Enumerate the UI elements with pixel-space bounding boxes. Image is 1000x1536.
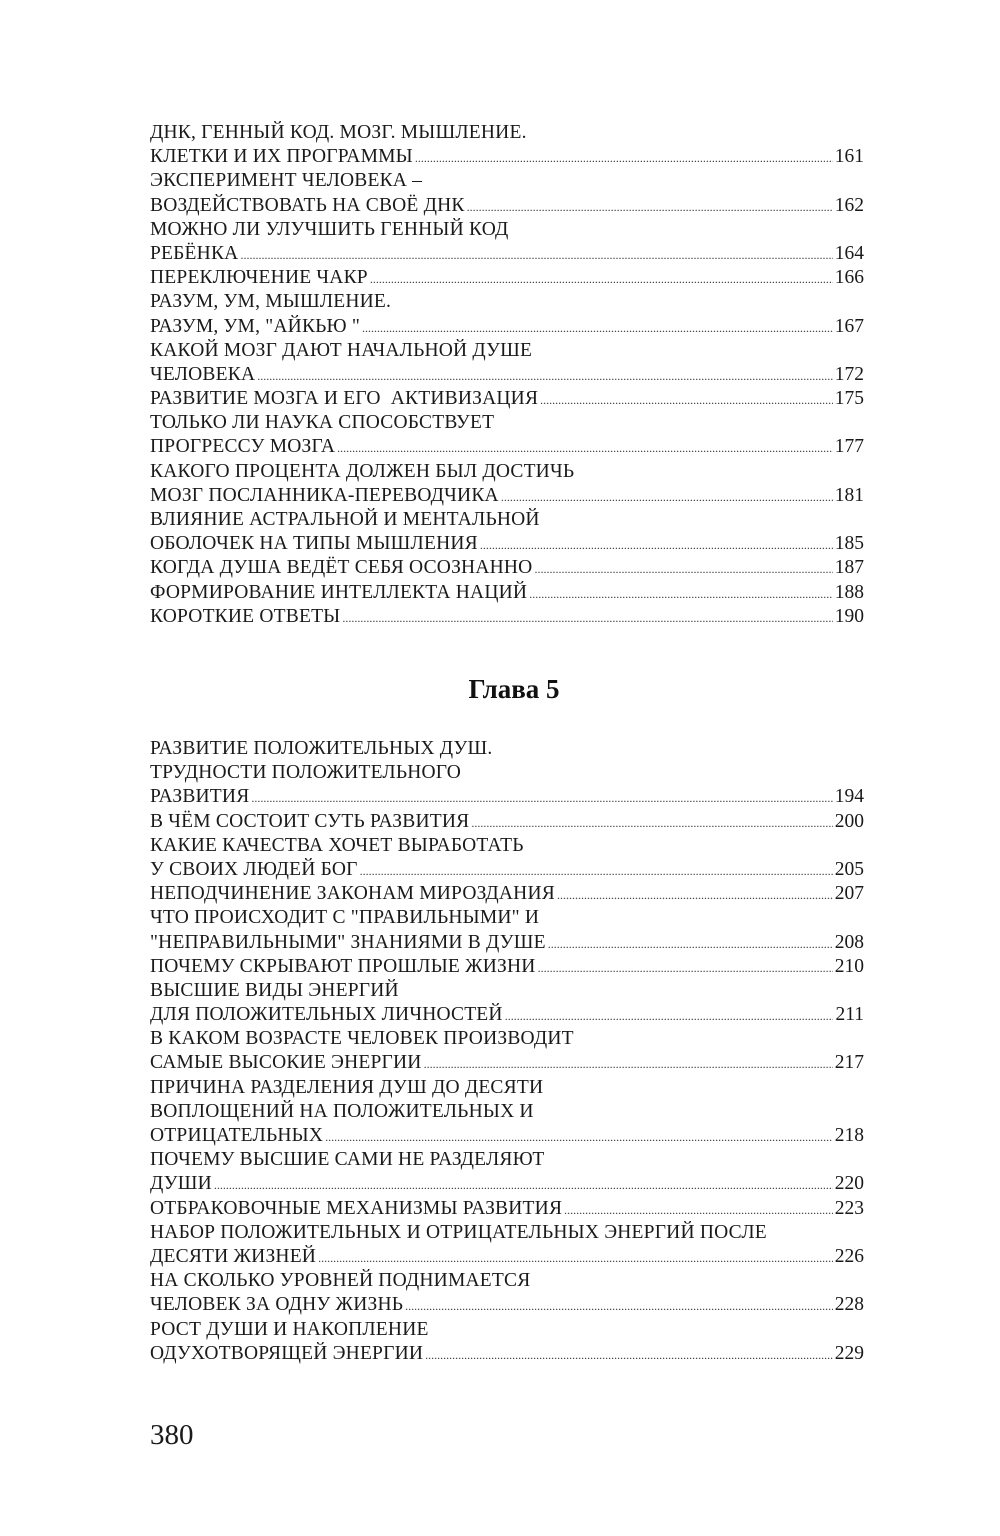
page-number: 380 <box>150 1419 194 1451</box>
toc-entry-title: ОБОЛОЧЕК НА ТИПЫ МЫШЛЕНИЯ <box>150 533 478 555</box>
toc-page-number: 172 <box>834 363 864 385</box>
toc-entry-line: НА СКОЛЬКО УРОВНЕЙ ПОДНИМАЕТСЯ <box>150 1270 531 1292</box>
toc-entry-line: ВЫСШИЕ ВИДЫ ЭНЕРГИЙ <box>150 979 399 1001</box>
toc-entry-title: РЕБЁНКА <box>150 242 239 264</box>
toc-page-number: 226 <box>834 1245 864 1267</box>
toc-entry-line: ЭКСПЕРИМЕНТ ЧЕЛОВЕКА – <box>150 170 423 192</box>
toc-entry-line <box>150 1172 864 1196</box>
toc-entry-title: ПЕРЕКЛЮЧЕНИЕ ЧАКР <box>150 267 368 289</box>
toc-page-number: 210 <box>834 955 864 977</box>
toc-page-number: 177 <box>834 436 864 458</box>
dot-leader <box>360 859 833 882</box>
toc-entry <box>150 1221 864 1269</box>
toc-entry-line <box>150 605 864 629</box>
dot-leader <box>370 267 833 290</box>
toc-entry-line: НАБОР ПОЛОЖИТЕЛЬНЫХ И ОТРИЦАТЕЛЬНЫХ ЭНЕРГИЙ ПОСЛЕ <box>150 1221 767 1243</box>
toc-entry-title: ФОРМИРОВАНИЕ ИНТЕЛЛЕКТА НАЦИЙ <box>150 581 528 603</box>
toc-page-number: 207 <box>834 883 864 905</box>
toc-entry-line <box>150 882 864 906</box>
toc-entry-title: ДУШИ <box>150 1173 212 1195</box>
dot-leader <box>424 1052 833 1075</box>
toc-entry-line <box>150 387 864 411</box>
toc-page-number: 229 <box>834 1342 864 1364</box>
toc-page-number: 208 <box>834 931 864 953</box>
toc-page-number: 188 <box>834 581 864 603</box>
toc-entry-line: КАКИЕ КАЧЕСТВА ХОЧЕТ ВЫРАБОТАТЬ <box>150 834 524 856</box>
toc-entry-line <box>150 484 864 508</box>
toc-entry-title: ДЕСЯТИ ЖИЗНЕЙ <box>150 1245 317 1267</box>
toc-entry-title: "НЕПРАВИЛЬНЫМИ" ЗНАНИЯМИ В ДУШЕ <box>150 931 546 953</box>
toc-entry <box>150 508 864 556</box>
toc-entry-line <box>150 532 864 556</box>
dot-leader <box>415 146 833 169</box>
toc-page-number: 200 <box>834 810 864 832</box>
dot-leader <box>467 195 833 218</box>
toc-entry <box>150 339 864 387</box>
toc-entry <box>150 290 864 338</box>
toc-page-number: 181 <box>834 484 864 506</box>
dot-leader <box>505 1004 834 1027</box>
toc-entry-title: В ЧЁМ СОСТОИТ СУТЬ РАЗВИТИЯ <box>150 810 470 832</box>
toc-entry-line <box>150 1245 864 1269</box>
toc-entry <box>150 266 864 290</box>
toc-page-number: 187 <box>834 557 864 579</box>
toc-entry-title: У СВОИХ ЛЮДЕЙ БОГ <box>150 858 358 880</box>
toc-entry <box>150 1197 864 1221</box>
toc-entry-line <box>150 266 864 290</box>
toc-entry <box>150 955 864 979</box>
toc-entry <box>150 1148 864 1196</box>
dot-leader <box>342 606 832 629</box>
toc-entry-line: МОЖНО ЛИ УЛУЧШИТЬ ГЕННЫЙ КОД <box>150 218 509 240</box>
toc-entry-title: ОДУХОТВОРЯЩЕЙ ЭНЕРГИИ <box>150 1342 424 1364</box>
dot-leader <box>251 786 832 809</box>
toc-page-number: 164 <box>834 242 864 264</box>
dot-leader <box>337 436 833 459</box>
toc-entry-line: ТРУДНОСТИ ПОЛОЖИТЕЛЬНОГО <box>150 762 462 784</box>
toc-page-number: 166 <box>834 267 864 289</box>
toc-page-number: 161 <box>834 146 864 168</box>
dot-leader <box>501 485 833 508</box>
dot-leader <box>548 932 833 955</box>
toc-entry-title: РАЗВИТИЕ МОЗГА И ЕГО АКТИВИЗАЦИЯ <box>150 388 539 410</box>
toc-page-number: 190 <box>834 605 864 627</box>
toc-entry-line: ПРИЧИНА РАЗДЕЛЕНИЯ ДУШ ДО ДЕСЯТИ <box>150 1076 544 1098</box>
toc-entry-line <box>150 1342 864 1366</box>
toc-entry-title: ДЛЯ ПОЛОЖИТЕЛЬНЫХ ЛИЧНОСТЕЙ <box>150 1004 503 1026</box>
toc-page-number: 194 <box>834 786 864 808</box>
toc-page-number: 218 <box>834 1125 864 1146</box>
toc-page-number: 220 <box>834 1173 864 1195</box>
dot-leader <box>540 388 833 411</box>
toc-entry-line <box>150 810 864 834</box>
dot-leader <box>318 1246 833 1269</box>
dot-leader <box>564 1198 833 1221</box>
toc-entry-line: ПОЧЕМУ ВЫСШИЕ САМИ НЕ РАЗДЕЛЯЮТ <box>150 1149 545 1171</box>
toc-entry-line: ЧТО ПРОИСХОДИТ С "ПРАВИЛЬНЫМИ" И <box>150 907 540 929</box>
toc-entry-title: ВОЗДЕЙСТВОВАТЬ НА СВОЁ ДНК <box>150 194 465 216</box>
toc-entry-title: МОЗГ ПОСЛАННИКА-ПЕРЕВОДЧИКА <box>150 484 499 506</box>
toc-entry-line: ВЛИЯНИЕ АСТРАЛЬНОЙ И МЕНТАЛЬНОЙ <box>150 509 540 530</box>
toc-entry-line <box>150 1124 864 1148</box>
toc-page-number: 175 <box>834 388 864 410</box>
dot-leader <box>480 533 833 556</box>
toc-entry-line <box>150 785 864 809</box>
toc-entry-line: КАКОЙ МОЗГ ДАЮТ НАЧАЛЬНОЙ ДУШЕ <box>150 339 533 361</box>
toc-entry-line <box>150 315 864 339</box>
toc-entry-line: РАЗВИТИЕ ПОЛОЖИТЕЛЬНЫХ ДУШ. <box>150 738 493 759</box>
dot-leader <box>257 364 833 387</box>
toc-page-number: 217 <box>834 1052 864 1074</box>
dot-leader <box>557 883 833 906</box>
toc-entry-line <box>150 1293 864 1317</box>
toc-entry-line <box>150 363 864 387</box>
toc-entry-line: ТОЛЬКО ЛИ НАУКА СПОСОБСТВУЕТ <box>150 412 495 434</box>
toc-entry <box>150 460 864 508</box>
toc-entry-line: ВОПЛОЩЕНИЙ НА ПОЛОЖИТЕЛЬНЫХ И <box>150 1100 534 1122</box>
toc-entry-line: РОСТ ДУШИ И НАКОПЛЕНИЕ <box>150 1318 429 1340</box>
toc-entry-line <box>150 931 864 955</box>
toc-entry <box>150 387 864 411</box>
toc-entry-title: ПОЧЕМУ СКРЫВАЮТ ПРОШЛЫЕ ЖИЗНИ <box>150 955 536 977</box>
toc-entry <box>150 605 864 629</box>
toc-entry-title: ЧЕЛОВЕК ЗА ОДНУ ЖИЗНЬ <box>150 1294 404 1316</box>
dot-leader <box>214 1173 833 1196</box>
toc-entry-title: ПРОГРЕССУ МОЗГА <box>150 436 336 458</box>
toc-entry <box>150 906 864 954</box>
toc-page-number: 205 <box>834 858 864 880</box>
toc-entry <box>150 556 864 580</box>
toc-entry-line <box>150 145 864 169</box>
dot-leader <box>538 956 833 979</box>
toc-entry-title: КОРОТКИЕ ОТВЕТЫ <box>150 605 341 627</box>
dot-leader <box>405 1294 833 1317</box>
toc-page-number: 167 <box>834 315 864 337</box>
toc-page-number: 223 <box>834 1197 864 1219</box>
dot-leader <box>325 1125 833 1148</box>
toc-entry-line <box>150 1051 864 1075</box>
toc-entry-line: РАЗУМ, УМ, МЫШЛЕНИЕ. <box>150 291 392 313</box>
toc-list-top <box>150 121 864 629</box>
toc-entry-line <box>150 242 864 266</box>
toc-entry <box>150 810 864 834</box>
dot-leader <box>425 1343 833 1366</box>
toc-entry-title: КОГДА ДУША ВЕДЁТ СЕБЯ ОСОЗНАННО <box>150 557 533 579</box>
toc-entry-line <box>150 194 864 218</box>
toc-entry <box>150 169 864 217</box>
toc-entry <box>150 1027 864 1075</box>
toc-entry-line <box>150 556 864 580</box>
toc-entry-line <box>150 1003 864 1027</box>
chapter-heading: Глава 5 <box>468 674 560 704</box>
toc-page-number: 228 <box>834 1294 864 1316</box>
toc-entry <box>150 882 864 906</box>
toc-entry-title: РАЗУМ, УМ, "АЙКЬЮ " <box>150 315 361 337</box>
toc-entry <box>150 1269 864 1317</box>
toc-entry <box>150 218 864 266</box>
toc-entry <box>150 1318 864 1366</box>
toc-entry-line <box>150 581 864 605</box>
toc-entry-line: ДНК, ГЕННЫЙ КОД. МОЗГ. МЫШЛЕНИЕ. <box>150 122 527 143</box>
toc-entry-title: НЕПОДЧИНЕНИЕ ЗАКОНАМ МИРОЗДАНИЯ <box>150 883 555 905</box>
toc-entry-title: КЛЕТКИ И ИХ ПРОГРАММЫ <box>150 146 413 168</box>
dot-leader <box>529 582 833 605</box>
toc-entry <box>150 737 864 810</box>
dot-leader <box>471 811 832 834</box>
toc-page-number: 185 <box>834 533 864 555</box>
toc-entry-title: ОТРИЦАТЕЛЬНЫХ <box>150 1125 324 1146</box>
toc-entry-title: РАЗВИТИЯ <box>150 786 250 808</box>
toc-entry <box>150 834 864 882</box>
toc-entry-title: ОТБРАКОВОЧНЫЕ МЕХАНИЗМЫ РАЗВИТИЯ <box>150 1197 563 1219</box>
toc-entry <box>150 581 864 605</box>
toc-page-number: 162 <box>834 194 864 216</box>
toc-entry-line: КАКОГО ПРОЦЕНТА ДОЛЖЕН БЫЛ ДОСТИЧЬ <box>150 460 575 482</box>
toc-entry-line <box>150 1197 864 1221</box>
toc-entry-line <box>150 858 864 882</box>
toc-entry <box>150 121 864 169</box>
toc-entry-title: ЧЕЛОВЕКА <box>150 363 256 385</box>
dot-leader <box>362 316 833 339</box>
toc-entry-line <box>150 435 864 459</box>
toc-entry <box>150 979 864 1027</box>
dot-leader <box>240 243 832 266</box>
dot-leader <box>534 557 832 580</box>
toc-list-chapter-5 <box>150 737 864 1366</box>
toc-page-number: 211 <box>835 1004 864 1026</box>
toc-entry <box>150 411 864 459</box>
toc-entry-line: В КАКОМ ВОЗРАСТЕ ЧЕЛОВЕК ПРОИЗВОДИТ <box>150 1028 574 1050</box>
toc-entry <box>150 1076 864 1149</box>
toc-entry-line <box>150 955 864 979</box>
toc-entry-title: САМЫЕ ВЫСОКИЕ ЭНЕРГИИ <box>150 1052 422 1074</box>
